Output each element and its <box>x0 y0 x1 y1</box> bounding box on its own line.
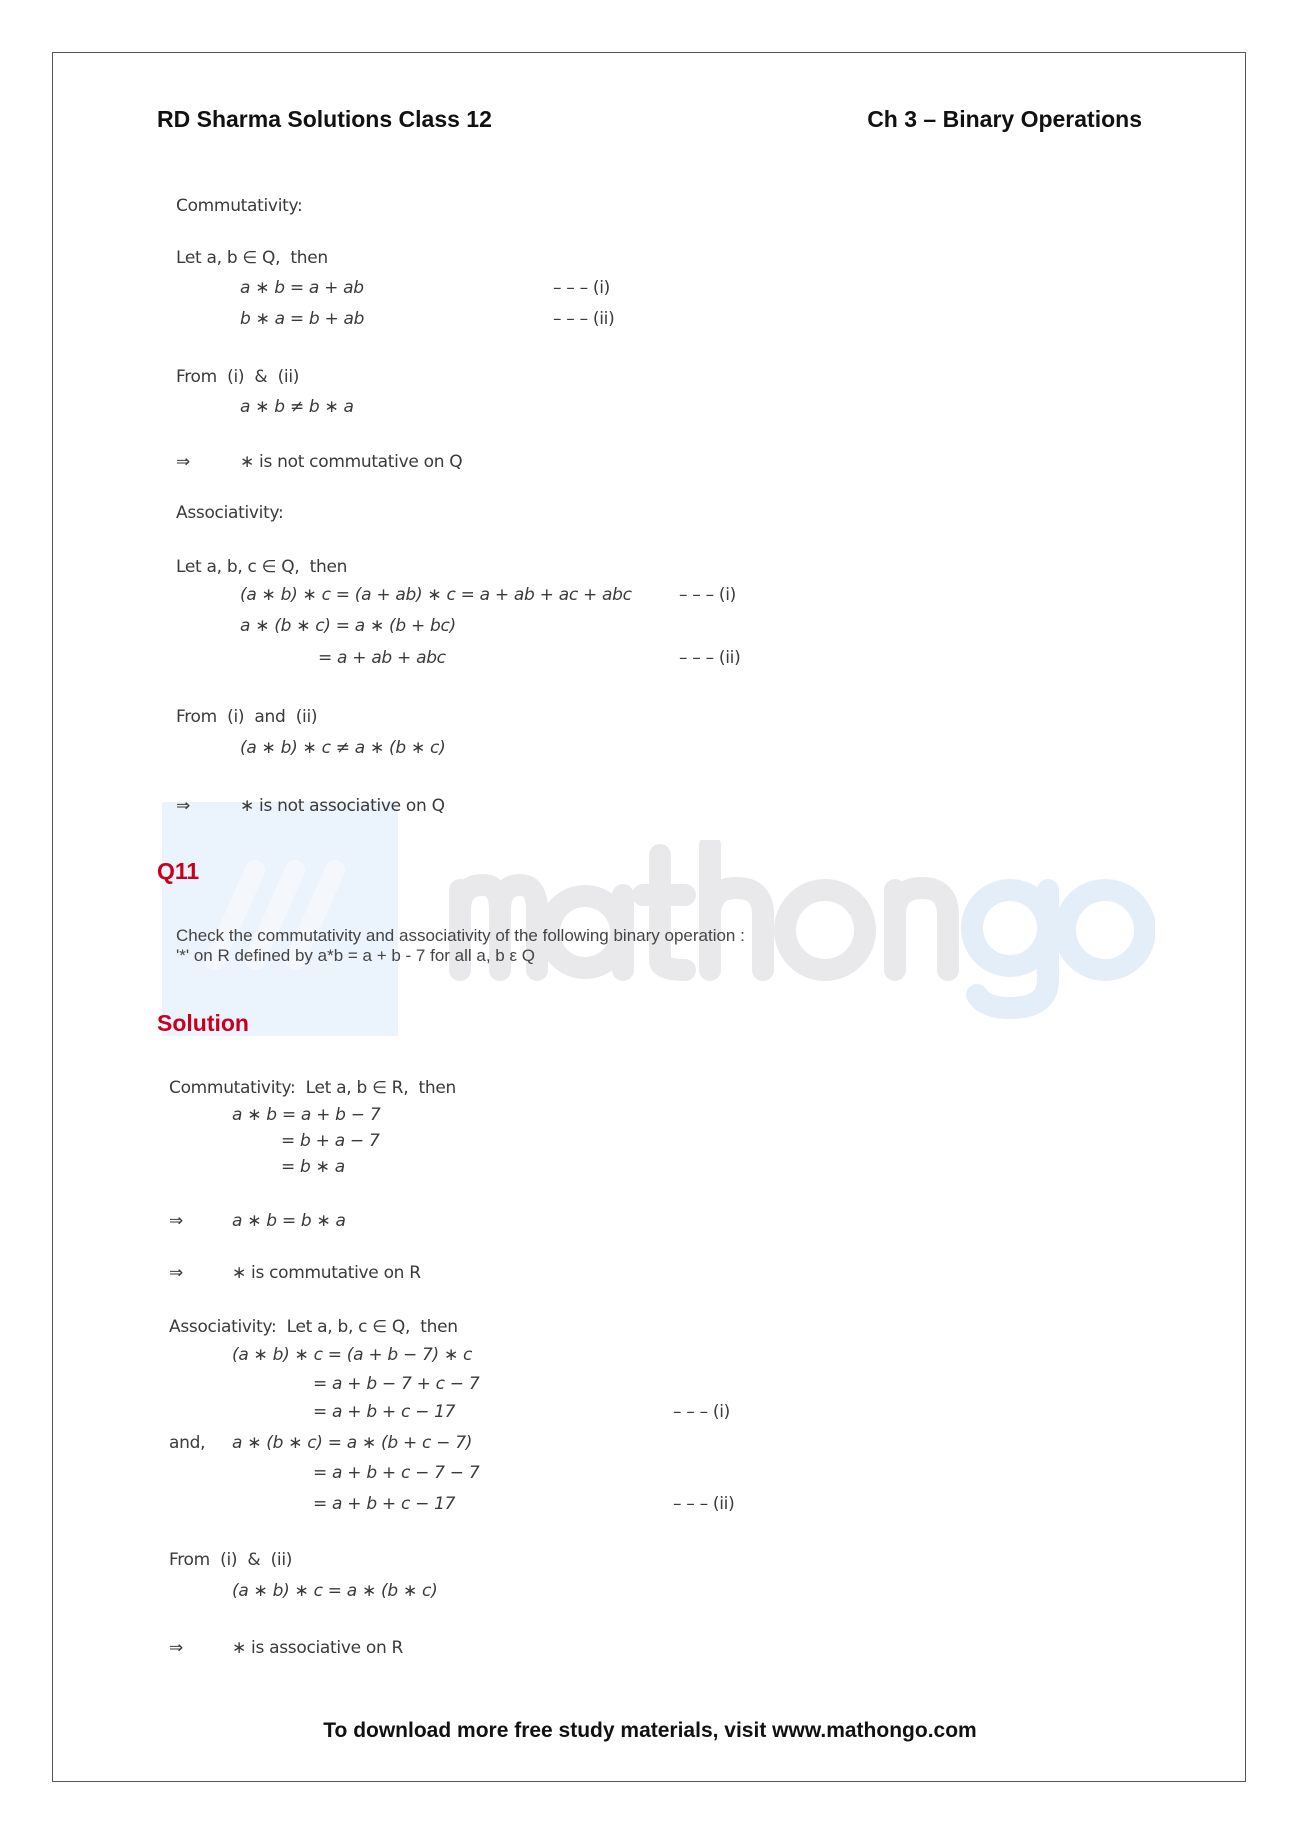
header-title: RD Sharma Solutions Class 12 <box>157 106 492 132</box>
question-text: Check the commutativity and associativity of the following binary operation : <box>176 926 745 945</box>
footer-text: To download more free study materials, visit www.mathongo.com <box>323 1719 977 1742</box>
equation-tag: – – – (ii) <box>553 309 615 329</box>
commutativity-heading: Commutativity: <box>176 196 303 216</box>
conclusion: ∗ is not associative on Q <box>240 796 445 816</box>
equation: (a ∗ b) ∗ c ≠ a ∗ (b ∗ c) <box>240 738 446 758</box>
equation: = a + b − 7 + c − 7 <box>313 1374 480 1394</box>
associativity-statement: Associativity: Let a, b, c ∈ Q, then <box>169 1317 458 1337</box>
equation-tag: – – – (ii) <box>679 648 741 668</box>
equation-tag: – – – (ii) <box>673 1494 735 1514</box>
question-text: '*' on R defined by a*b = a + b - 7 for all a, b ε Q <box>176 946 536 965</box>
associativity-heading: Associativity: <box>176 503 284 523</box>
conclusion: ∗ is not commutative on Q <box>240 452 463 472</box>
equation: b ∗ a = b + ab <box>240 309 365 329</box>
commutativity-statement: Commutativity: Let a, b ∈ R, then <box>169 1078 456 1098</box>
equation: = a + b + c − 17 <box>313 1402 456 1422</box>
implies-symbol: ⇒ <box>169 1211 183 1231</box>
watermark-accent <box>972 890 1145 1008</box>
header-chapter: Ch 3 – Binary Operations <box>867 106 1142 132</box>
equation: a ∗ b = a + ab <box>240 278 364 298</box>
question-label: Q11 <box>157 858 200 884</box>
let-statement: Let a, b ∈ Q, then <box>176 248 328 268</box>
from-statement: From (i) & (ii) <box>169 1550 293 1570</box>
equation: a ∗ b = a + b − 7 <box>232 1105 381 1125</box>
equation: (a ∗ b) ∗ c = (a + ab) ∗ c = a + ab + ac + abc <box>240 585 632 605</box>
equation: a ∗ (b ∗ c) = a ∗ (b + bc) <box>240 616 456 636</box>
equation: a ∗ b ≠ b ∗ a <box>240 397 354 417</box>
implies-symbol: ⇒ <box>169 1263 183 1283</box>
equation: = b + a − 7 <box>281 1131 380 1151</box>
equation: = a + b + c − 17 <box>313 1494 456 1514</box>
solution-label: Solution <box>157 1010 249 1036</box>
implies-symbol: ⇒ <box>176 452 190 472</box>
equation: = a + b + c − 7 − 7 <box>313 1463 480 1483</box>
equation-tag: – – – (i) <box>553 278 610 298</box>
equation-tag: – – – (i) <box>679 585 736 605</box>
equation: (a ∗ b) ∗ c = (a + b − 7) ∗ c <box>232 1345 473 1365</box>
equation: a ∗ b = b ∗ a <box>232 1211 346 1231</box>
and-label: and, <box>169 1433 206 1453</box>
equation: a ∗ (b ∗ c) = a ∗ (b + c − 7) <box>232 1433 473 1453</box>
from-statement: From (i) and (ii) <box>176 707 318 727</box>
conclusion: ∗ is associative on R <box>232 1638 404 1658</box>
implies-symbol: ⇒ <box>169 1638 183 1658</box>
conclusion: ∗ is commutative on R <box>232 1263 421 1283</box>
equation-tag: – – – (i) <box>673 1402 730 1422</box>
implies-symbol: ⇒ <box>176 796 190 816</box>
equation: (a ∗ b) ∗ c = a ∗ (b ∗ c) <box>232 1581 438 1601</box>
equation: = b ∗ a <box>281 1157 345 1177</box>
let-statement: Let a, b, c ∈ Q, then <box>176 557 348 577</box>
equation: = a + ab + abc <box>318 648 446 668</box>
from-statement: From (i) & (ii) <box>176 367 300 387</box>
